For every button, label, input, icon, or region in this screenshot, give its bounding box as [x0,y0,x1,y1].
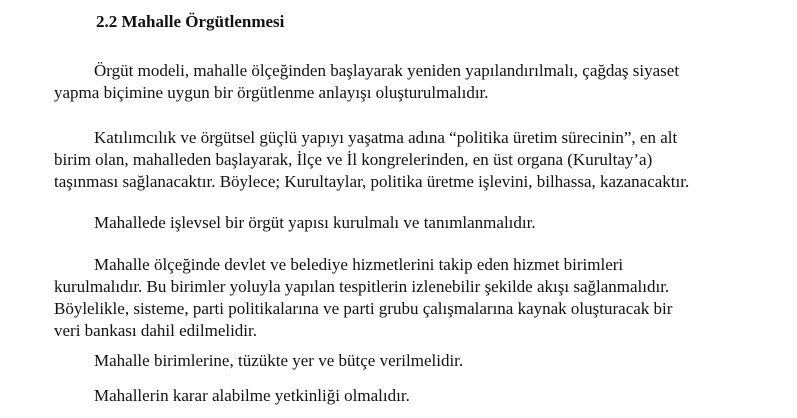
paragraph-line: Mahallede işlevsel bir örgüt yapısı kurulmalı ve tanımlanmalıdır. [94,213,536,232]
paragraph-line: Mahalle birimlerine, tüzükte yer ve bütçe verilmelidir. [94,351,464,370]
paragraph-org-model [54,60,754,104]
paragraph-line: Böylelikle, sisteme, parti politikalarına ve parti grubu çalışmalarına kaynak oluşturacak bir [54,299,673,318]
paragraph-line: Örgüt modeli, mahalle ölçeğinden başlayarak yeniden yapılandırılmalı, çağdaş siyaset [94,61,680,80]
paragraph-service-units [54,254,754,342]
paragraph-line: veri bankası dahil edilmelidir. [54,321,258,340]
paragraph-budget [54,350,754,372]
paragraph-line: taşınması sağlanacaktır. Böylece; Kurultaylar, politika üretme işlevini, bilhassa, kazanacaktır. [54,172,690,191]
paragraph-line: Mahallerin karar alabilme yetkinliği olmalıdır. [94,386,410,405]
paragraph-line: Mahalle ölçeğinde devlet ve belediye hizmetlerini takip eden hizmet birimleri [94,255,624,274]
paragraph-participation [54,127,754,193]
paragraph-line: birim olan, mahalleden başlayarak, İlçe ve İl kongrelerinden, en üst organa (Kurultay’a) [54,150,653,169]
paragraph-decision-making [54,385,754,407]
paragraph-line: kurulmalıdır. Bu birimler yoluyla yapılan tespitlerin izlenebilir şekilde akışı sağlanmalıdır. [54,277,670,296]
paragraph-line: yapma biçimine uygun bir örgütlenme anlayışı oluşturulmalıdır. [54,83,489,102]
section-heading: 2.2 Mahalle Örgütlenmesi [96,12,285,31]
paragraph-functional-structure [54,212,754,234]
paragraph-line: Katılımcılık ve örgütsel güçlü yapıyı yaşatma adına “politika üretim sürecinin”, en alt [94,128,678,147]
